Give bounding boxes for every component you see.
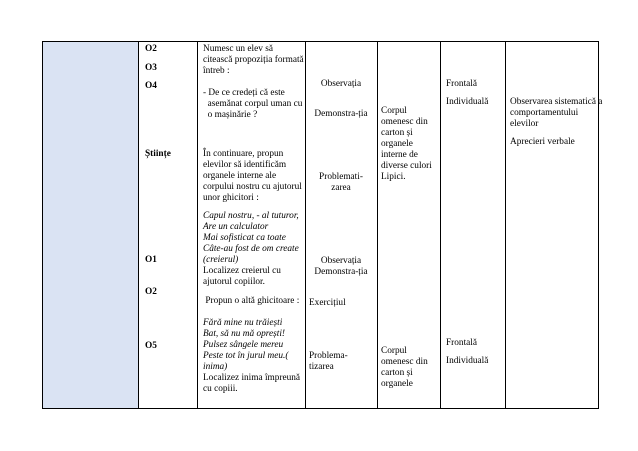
activity-line: Numesc un elev să (203, 44, 273, 54)
riddle-line: Bat, să nu mă oprești! (203, 329, 286, 339)
competence-o1: O1 (145, 255, 157, 265)
method-problematizarea: Problemati- (319, 172, 363, 182)
riddle-line: Fără mine nu trăiești (203, 318, 283, 328)
method-demonstratia: Demonstra-ția (314, 109, 368, 119)
form-frontala: Frontală (446, 338, 477, 348)
activity-line: corpului nostru cu ajutorul (203, 182, 302, 192)
activity-line: ajutorul copiilor. (203, 277, 265, 287)
method-problematizarea: tizarea (309, 362, 334, 372)
riddle-line: inima) (203, 362, 228, 372)
method-demonstratia: Demonstra-ția (314, 267, 368, 277)
riddle-line: Are un calculator (203, 222, 269, 232)
competence-o2: O2 (145, 44, 157, 54)
resource-line: organele (381, 139, 413, 149)
subject-stiinte: Științe (145, 149, 171, 159)
activity-line: cu copiii. (203, 384, 238, 394)
activity-line: Propun o altă ghicitoare : (203, 296, 300, 306)
riddle-line: Peste tot în jurul meu.( (203, 351, 289, 361)
evaluation-line: elevilor (510, 119, 539, 129)
column-divider (305, 42, 306, 408)
riddle-line: Capul nostru, - al tuturor, (203, 211, 299, 221)
resource-line: omenesc din (381, 357, 428, 367)
evaluation-line: comportamentului (510, 108, 579, 118)
competence-o3: O3 (145, 63, 157, 73)
activity-line: citească propoziția formată (203, 55, 304, 65)
activity-line: unor ghicitori : (203, 193, 259, 203)
competence-o4: O4 (145, 81, 157, 91)
resource-line: interne de (381, 150, 418, 160)
question-line: - De ce credeți că este (203, 88, 285, 98)
evaluation-line: Aprecieri verbale (510, 137, 575, 147)
column-divider (197, 42, 198, 408)
riddle-line: Pulsez sângele mereu (203, 340, 284, 350)
activity-line: În continuare, propun (203, 149, 284, 159)
riddle-line: Câte-au fost de om create (203, 244, 299, 254)
column-divider (377, 42, 378, 408)
question-line: asemănat corpul uman cu (203, 99, 303, 109)
resource-line: organele (381, 379, 413, 389)
activity-line: organele interne ale (203, 171, 277, 181)
competence-o5: O5 (145, 341, 157, 351)
column-divider (440, 42, 441, 408)
shaded-stage-column (43, 42, 138, 408)
riddle-line: Mai sofisticat ca toate (203, 233, 286, 243)
column-divider (505, 42, 506, 408)
form-individuala: Individuală (446, 356, 489, 366)
question-line: o mașinărie ? (203, 110, 258, 120)
form-individuala: Individuală (446, 97, 489, 107)
resource-line: carton și (381, 368, 413, 378)
method-problematizarea: zarea (331, 183, 351, 193)
method-observatia: Observația (320, 79, 362, 89)
activity-line: Localizez inima împreună (203, 373, 301, 383)
column-divider (138, 42, 139, 408)
resource-line: Lipici. (381, 172, 406, 182)
evaluation-line: Observarea sistematică a (510, 97, 603, 107)
riddle-line: (creierul) (203, 255, 239, 265)
resource-line: Corpul (381, 346, 407, 356)
competence-o2-second: O2 (145, 287, 157, 297)
resource-line: diverse culori (381, 161, 432, 171)
activity-line: elevilor să identificăm (203, 160, 287, 170)
method-problematizarea: Problema- (309, 351, 348, 361)
form-frontala: Frontală (446, 79, 477, 89)
lesson-plan-table (42, 41, 603, 409)
activity-line: Localizez creierul cu (203, 266, 281, 276)
resource-line: carton și (381, 128, 413, 138)
method-exercitiul: Exercițiul (309, 298, 346, 308)
method-observatia: Observația (320, 256, 362, 266)
resource-line: omenesc din (381, 117, 428, 127)
activity-line: întreb : (203, 66, 230, 76)
resource-line: Corpul (381, 106, 407, 116)
